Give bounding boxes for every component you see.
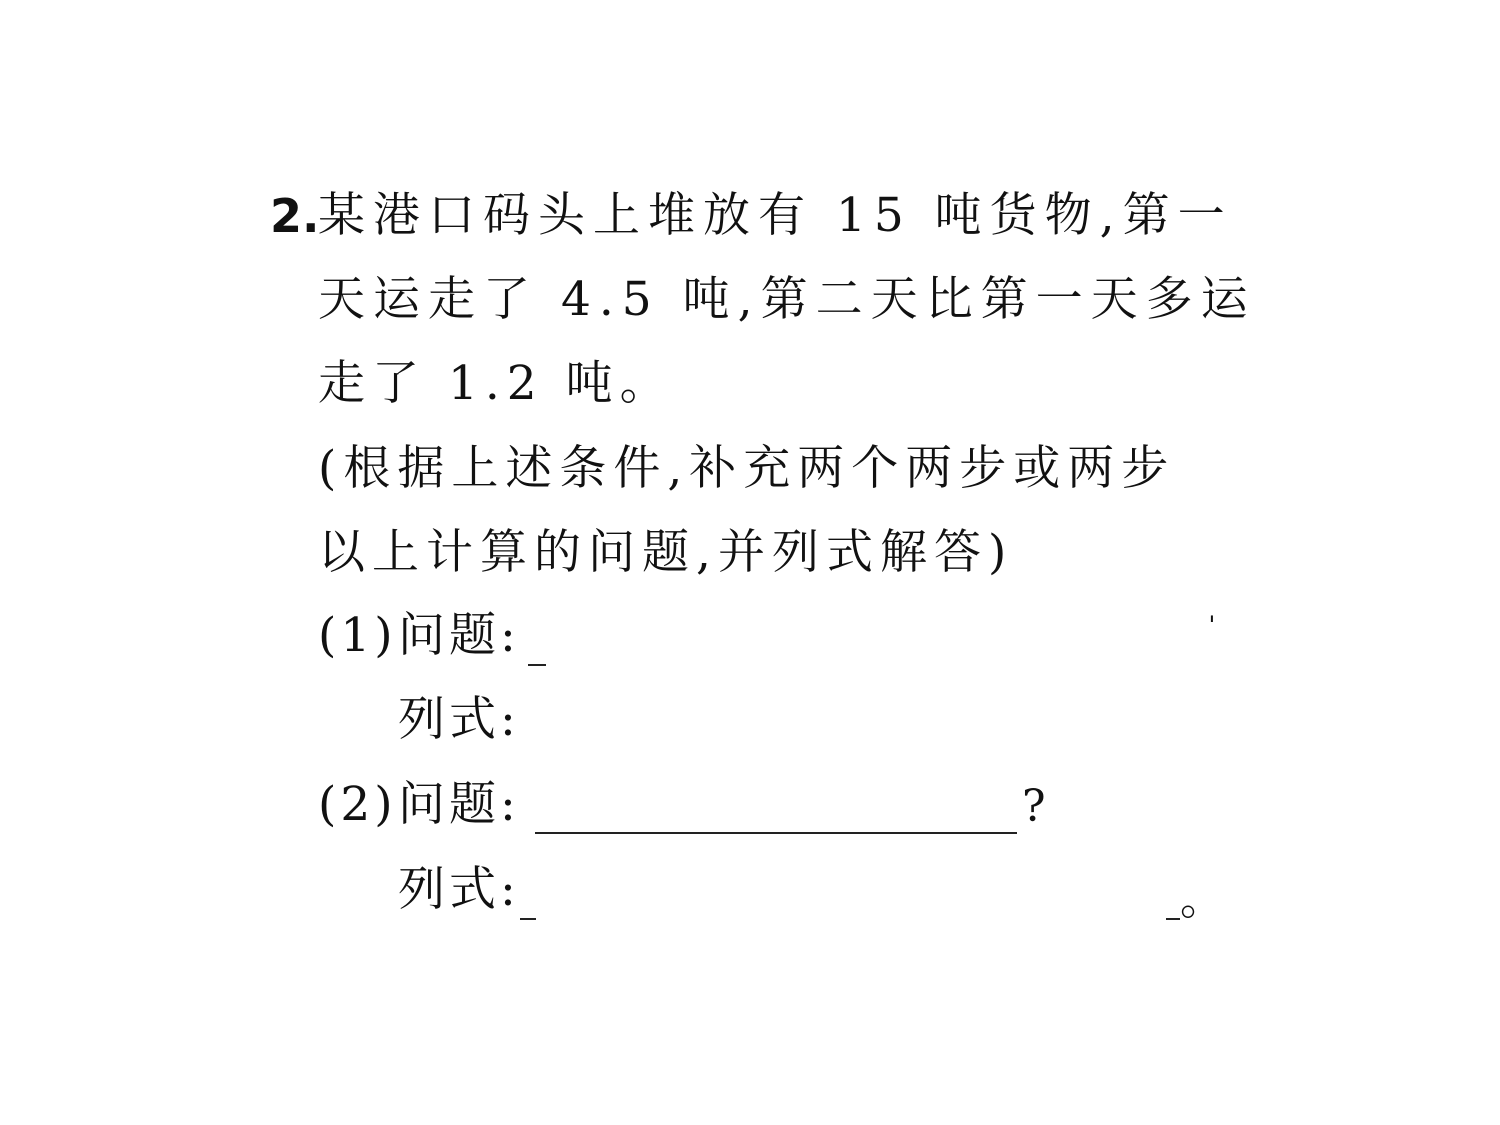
part2-formula-period: 。	[1180, 874, 1224, 925]
question-text-line-2: 天运走了 4.5 吨,第二天比第一天多运	[318, 272, 1256, 327]
question-number: 2.	[270, 189, 320, 243]
instruction-line-1: (根据上述条件,补充两个两步或两步	[318, 441, 1176, 496]
part2-question-blank[interactable]	[535, 832, 1017, 834]
instruction-line-2: 以上计算的问题,并列式解答)	[318, 525, 1014, 580]
part1-formula-label: 列式:	[398, 692, 520, 747]
part1-question-label: 问题:	[398, 608, 520, 663]
part1-index: (1)	[318, 608, 397, 663]
question-text-line-1: 某港口码头上堆放有 15 吨货物,第一	[318, 188, 1233, 243]
question-text-line-3: 走了 1.2 吨。	[318, 356, 674, 411]
part2-question-mark: ?	[1022, 781, 1046, 832]
part2-formula-label: 列式:	[398, 862, 520, 917]
part1-tick-mark: ˈ	[1208, 611, 1216, 644]
part2-index: (2)	[318, 777, 397, 832]
part2-question-label: 问题:	[398, 777, 520, 832]
part2-formula-blank-start	[520, 918, 536, 920]
part1-question-blank-start	[528, 664, 546, 666]
part2-formula-blank-end	[1166, 918, 1180, 920]
